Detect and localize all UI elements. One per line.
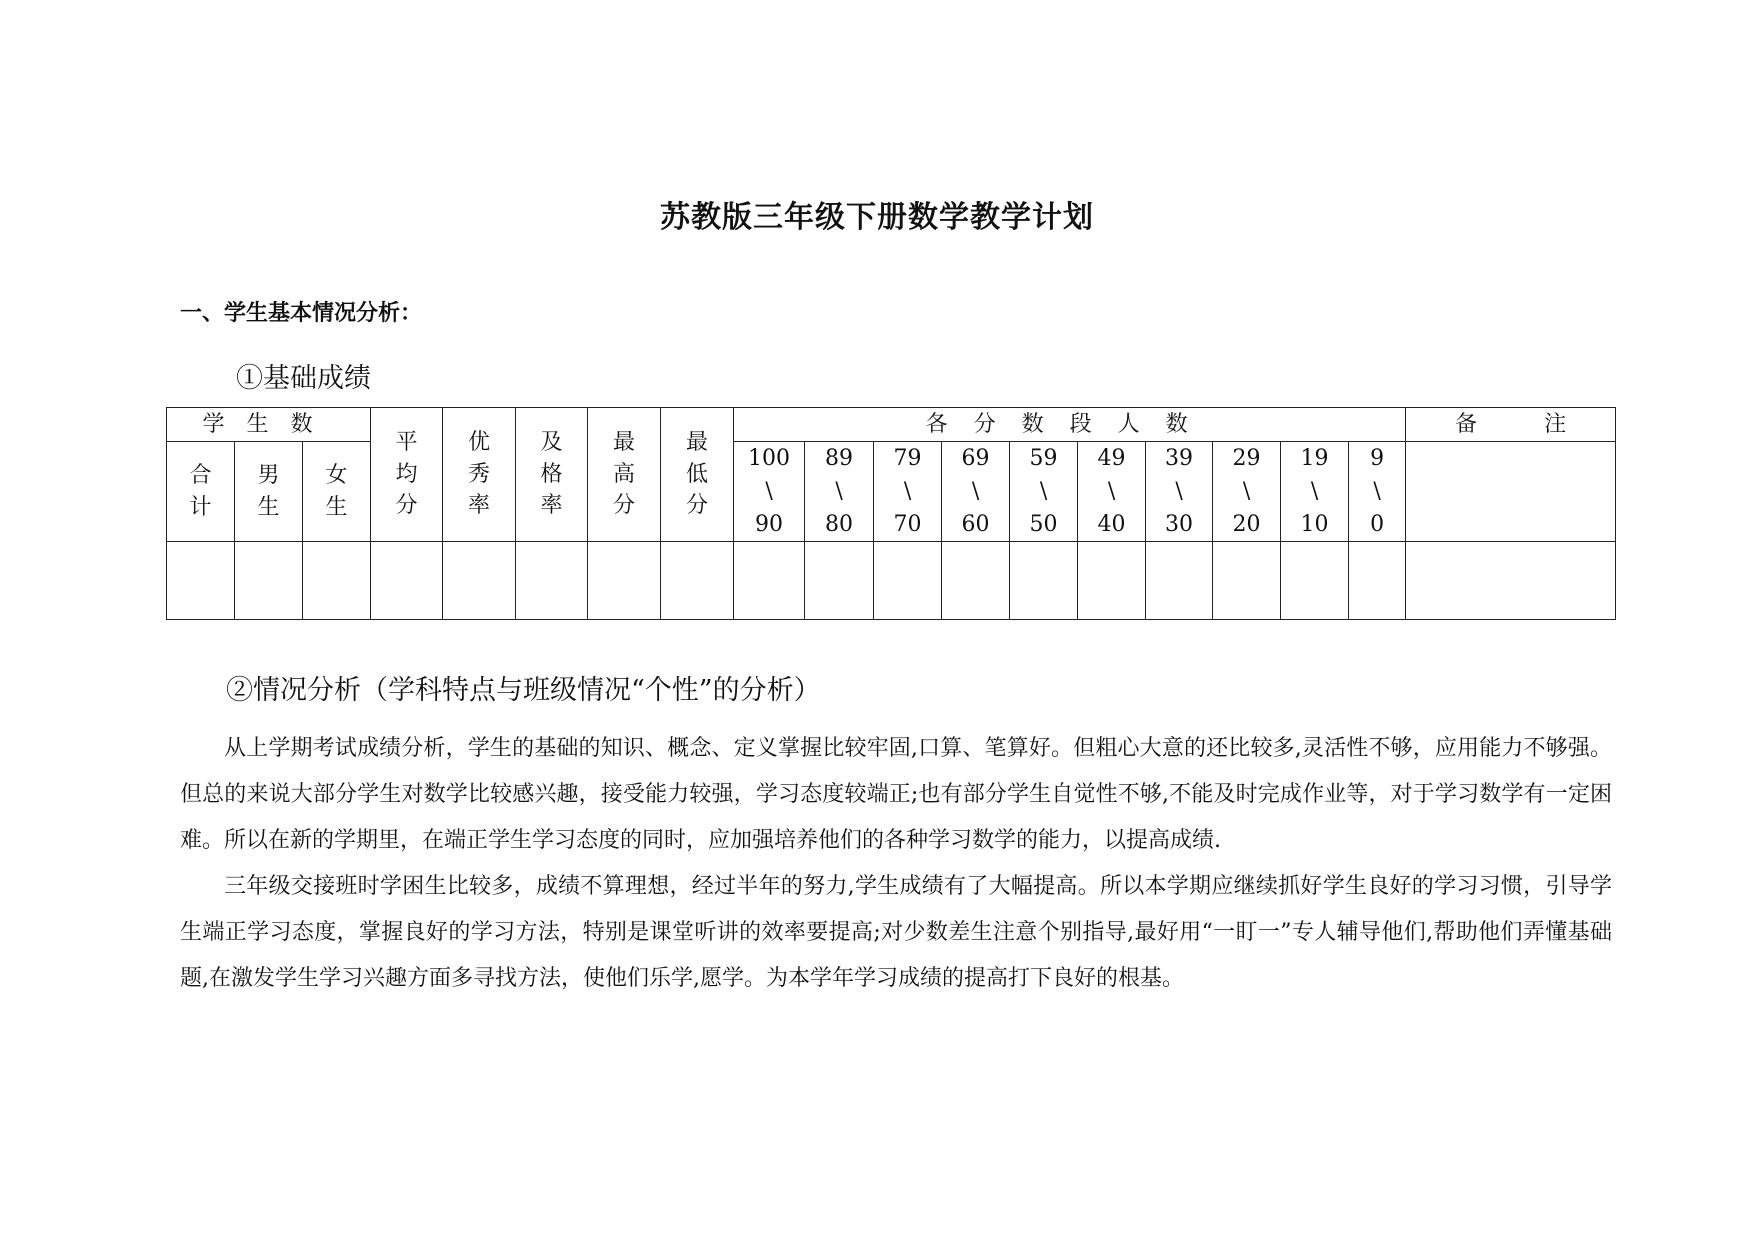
students-sub-cell [167,442,235,542]
remarks-cell [1406,442,1616,542]
data-cell [874,542,942,620]
paragraph: 从上学期考试成绩分析，学生的基础的知识、概念、定义掌握比较牢固,口算、笔算好。但粗心大意的还比较多,灵活性不够，应用能力不够强。但总的来说大部分学生对数学比较感兴趣，接受能力较强，学习态度较端正;也有部分学生自觉性不够,不能及时完成作业等，对于学习数学有一定困难。所以在新的学期里，在端正学生学习态度的同时，应加强培养他们的各种学习数学的能力，以提高成绩. [180,736,1612,853]
bands-header-cell [734,408,1406,442]
data-cell [734,542,805,620]
stat-header-avg: 平 均 分 [395,429,418,519]
data-cell [235,542,303,620]
paragraph: 三年级交接班时学困生比较多，成绩不算理想，经过半年的努力,学生成绩有了大幅提高。所以本学期应继续抓好学生良好的学习习惯，引导学生端正学习态度，掌握良好的学习方法，特别是课堂听讲的效率要提高;对少数差生注意个别指导,最好用“一盯一”专人辅导他们,帮助他们弄懂基础题,在激发学生学习兴趣方面多寻找方法，使他们乐学,愿学。为本学年学习成绩的提高打下良好的根基。 [180,874,1612,991]
bands-header: 各分数段人数 [925,411,1214,437]
band-range: 59 \ 50 [1029,446,1058,537]
section-heading: 一、学生基本情况分析： [180,300,423,326]
stat-header-cell [588,408,661,542]
data-cell [443,542,516,620]
band-range: 9 \ 0 [1370,446,1385,537]
scores-table [166,407,1616,620]
stat-header-cell [516,408,588,542]
students-sub-cell [235,442,303,542]
band-cell [805,442,874,542]
band-cell [1010,442,1078,542]
students-header: 学生数 [202,411,335,437]
subheading-situation-analysis: ②情况分析（学科特点与班级情况“个性”的分析） [226,675,821,706]
band-range: 19 \ 10 [1300,446,1329,537]
band-range: 69 \ 60 [961,446,990,537]
data-cell [516,542,588,620]
analysis-body [180,726,1612,1002]
data-cell [371,542,443,620]
stat-header-cell [371,408,443,542]
students-header-cell [167,408,371,442]
data-cell [167,542,235,620]
data-cell [1010,542,1078,620]
band-range: 100 \ 90 [748,446,791,537]
data-cell [1349,542,1406,620]
students-total: 合 计 [189,462,212,520]
page-title: 苏教版三年级下册数学教学计划 [660,200,1094,235]
band-cell [874,442,942,542]
data-cell [1213,542,1281,620]
band-range: 39 \ 30 [1165,446,1194,537]
band-cell [734,442,805,542]
stat-header-pass: 及 格 率 [540,429,563,519]
band-range: 79 \ 70 [893,446,922,537]
band-range: 89 \ 80 [825,446,854,537]
band-range: 29 \ 20 [1232,446,1261,537]
data-cell [588,542,661,620]
remarks-header: 备 注 [1455,411,1567,437]
band-cell [942,442,1010,542]
band-cell [1349,442,1406,542]
students-male: 男 生 [257,462,280,520]
data-cell [303,542,371,620]
data-cell [805,542,874,620]
subheading-basic-scores: ①基础成绩 [236,363,371,394]
data-cell [1281,542,1349,620]
stat-header-cell [443,408,516,542]
stat-header-min: 最 低 分 [686,429,709,519]
band-cell [1146,442,1213,542]
remarks-header-cell [1406,408,1616,442]
students-female: 女 生 [325,462,348,520]
stat-header-cell [661,408,734,542]
data-cell [1146,542,1213,620]
band-cell [1281,442,1349,542]
students-sub-cell [303,442,371,542]
band-cell [1213,442,1281,542]
stat-header-excellent: 优 秀 率 [468,429,491,519]
band-range: 49 \ 40 [1097,446,1126,537]
band-cell [1078,442,1146,542]
data-cell [942,542,1010,620]
data-cell [661,542,734,620]
data-cell [1406,542,1616,620]
data-cell [1078,542,1146,620]
stat-header-max: 最 高 分 [613,429,636,519]
